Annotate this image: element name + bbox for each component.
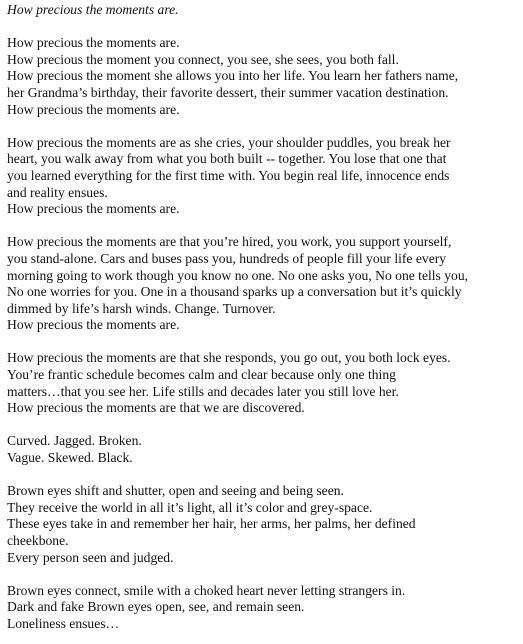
poem-line: and reality ensues. [7, 184, 108, 200]
stanza [7, 35, 519, 118]
document-page [7, 2, 519, 633]
poem-line: How precious the moment you connect, you see, she sees, you both fall. [7, 51, 399, 67]
poem-line: How precious the moments are that we are discovered. [7, 400, 305, 416]
poem-line: you stand-alone. Cars and buses pass you, hundreds of people fill your life every [7, 250, 447, 266]
poem-line: These eyes take in and remember her hair, her arms, her palms, her defined [7, 516, 416, 532]
poem-line: No one worries for you. One in a thousand sparks up a conversation but it’s quickly [7, 284, 462, 300]
poem-line: dimmed by life’s harsh winds. Change. Turnover. [7, 300, 276, 316]
stanza [7, 583, 519, 633]
stanza [7, 234, 519, 334]
poem-line: How precious the moments are. [7, 317, 180, 333]
poem-line: heart, you walk away from what you both built -- together. You lose that one that [7, 151, 447, 167]
poem-line: morning going to work though you know no one. No one asks you, No one tells you, [7, 267, 469, 283]
poem-line: cheekbone. [7, 533, 69, 548]
poem-line: Vague. Skewed. Black. [7, 450, 133, 466]
poem-line: How precious the moment she allows you into her life. You learn her fathers name, [7, 68, 459, 84]
poem-line: How precious the moments are that she responds, you go out, you both lock eyes. [7, 350, 451, 366]
poem-body [7, 35, 519, 632]
stanza [7, 483, 519, 566]
poem-line: matters…that you see her. Life stills and decades later you still love her. [7, 383, 399, 399]
poem-line: you learned everything for the first time with. You begin real life, innocence ends [7, 167, 450, 183]
stanza [7, 350, 519, 416]
poem-line: How precious the moments are as she cries, your shoulder puddles, you break her [7, 134, 451, 150]
poem-line: You’re frantic schedule becomes calm and clear because only one thing [7, 367, 396, 383]
poem-title: How precious the moments are. [7, 2, 179, 17]
poem-line: Loneliness ensues… [7, 615, 120, 631]
poem-line: Brown eyes shift and shutter, open and seeing and being seen. [7, 483, 344, 499]
stanza [7, 135, 519, 218]
poem-line: They receive the world in all it’s light, all it’s color and grey-space. [7, 499, 373, 515]
poem-line: How precious the moments are. [7, 101, 180, 117]
poem-line: How precious the moments are. [7, 201, 180, 217]
poem-line: How precious the moments are. [7, 35, 180, 51]
poem-line: How precious the moments are that you’re hired, you work, you support yourself, [7, 234, 452, 250]
poem-line: her Grandma’s birthday, their favorite dessert, their summer vacation destination. [7, 84, 449, 100]
poem-line: Every person seen and judged. [7, 549, 174, 565]
poem-line: Dark and fake Brown eyes open, see, and remain seen. [7, 599, 305, 615]
stanza [7, 433, 519, 466]
poem-line: Brown eyes connect, smile with a choked heart never letting strangers in. [7, 582, 406, 598]
poem-line: Curved. Jagged. Broken. [7, 433, 142, 449]
